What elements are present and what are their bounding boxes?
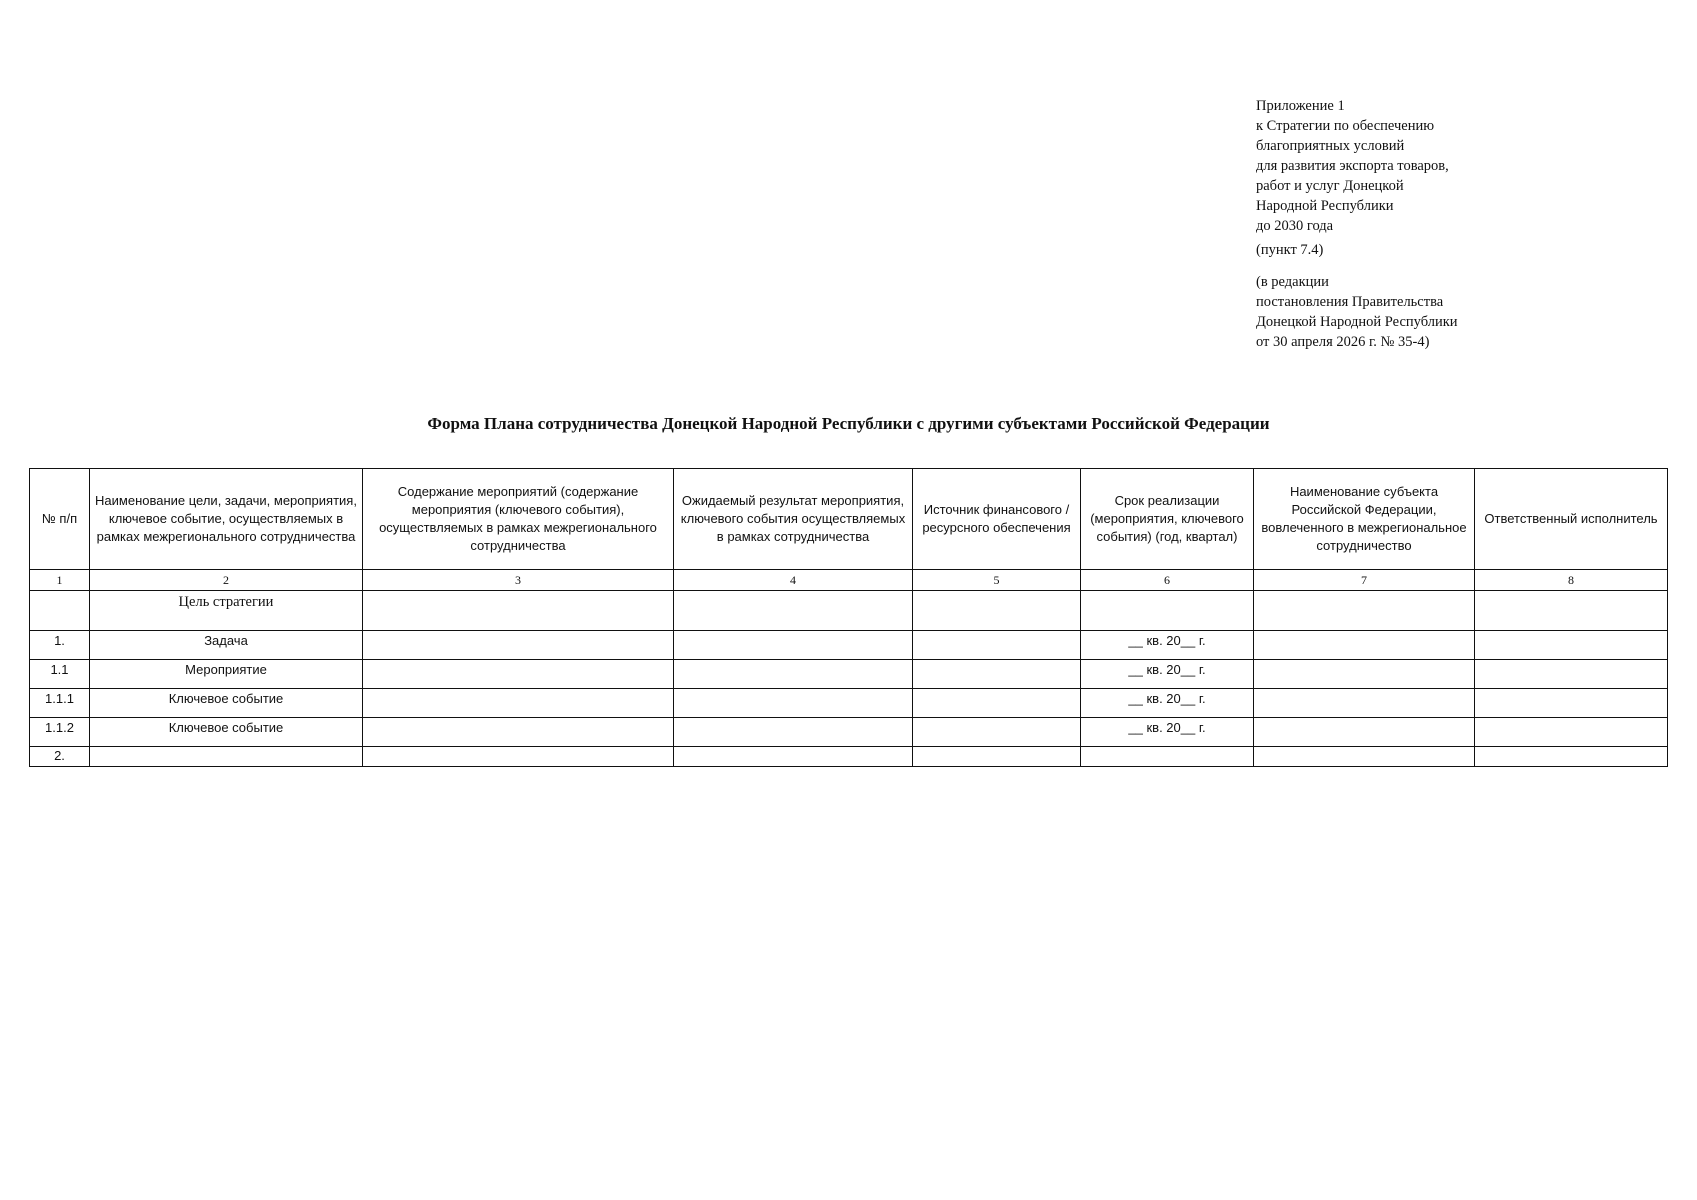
appendix-line: для развития экспорта товаров, xyxy=(1256,158,1449,174)
header-cell-region: Наименование субъекта Российской Федерации, вовлеченного в межрегиональное сотрудничество xyxy=(1254,469,1475,570)
table-cell xyxy=(913,718,1081,747)
header-cell-term: Срок реализации (мероприятия, ключевого события) (год, квартал) xyxy=(1081,469,1254,570)
table-cell xyxy=(363,660,674,689)
revision-line: Донецкой Народной Республики xyxy=(1256,314,1458,330)
table-cell xyxy=(1081,591,1254,631)
table-row xyxy=(30,660,1668,689)
row-term: __ кв. 20__ г. xyxy=(1081,718,1254,747)
row-term: __ кв. 20__ г. xyxy=(1081,689,1254,718)
row-term: __ кв. 20__ г. xyxy=(1081,631,1254,660)
column-number: 3 xyxy=(363,570,674,591)
table-cell xyxy=(363,631,674,660)
table-cell xyxy=(1475,591,1668,631)
table-cell xyxy=(674,631,913,660)
table-cell xyxy=(913,660,1081,689)
column-number: 1 xyxy=(30,570,90,591)
column-number: 8 xyxy=(1475,570,1668,591)
row-name: Ключевое событие xyxy=(90,689,363,718)
row-name xyxy=(90,747,363,767)
header-cell-result: Ожидаемый результат мероприятия, ключевого события осуществляемых в рамках сотрудничества xyxy=(674,469,913,570)
row-term: __ кв. 20__ г. xyxy=(1081,660,1254,689)
header-cell-executor: Ответственный исполнитель xyxy=(1475,469,1668,570)
row-name: Мероприятие xyxy=(90,660,363,689)
header-cell-name: Наименование цели, задачи, мероприятия, ключевое событие, осуществляемых в рамках межрегионального сотрудничества xyxy=(90,469,363,570)
table-cell xyxy=(1254,747,1475,767)
revision-line: постановления Правительства xyxy=(1256,294,1444,310)
table-row xyxy=(30,631,1668,660)
document-title: Форма Плана сотрудничества Донецкой Народной Республики с другими субъектами Российской Федерации xyxy=(427,414,1270,433)
header-cell-funding: Источник финансового / ресурсного обеспечения xyxy=(913,469,1081,570)
revision-line: (в редакции xyxy=(1256,274,1329,290)
table-cell xyxy=(1475,689,1668,718)
row-term xyxy=(1081,747,1254,767)
table-cell xyxy=(363,718,674,747)
table-cell xyxy=(1254,689,1475,718)
appendix-line: Приложение 1 xyxy=(1256,98,1345,114)
cooperation-plan-table xyxy=(29,468,1668,767)
table-cell xyxy=(1475,718,1668,747)
table-cell xyxy=(1475,747,1668,767)
column-number: 5 xyxy=(913,570,1081,591)
row-number: 1. xyxy=(30,631,90,660)
table-cell xyxy=(913,631,1081,660)
table-row xyxy=(30,718,1668,747)
appendix-line: работ и услуг Донецкой xyxy=(1256,178,1404,194)
revision-line: от 30 апреля 2026 г. № 35-4) xyxy=(1256,334,1430,350)
row-name: Ключевое событие xyxy=(90,718,363,747)
header-cell-number: № п/п xyxy=(30,469,90,570)
table-cell xyxy=(913,689,1081,718)
row-number: 2. xyxy=(30,747,90,767)
table-cell xyxy=(30,591,90,631)
table-cell xyxy=(913,747,1081,767)
table-cell xyxy=(1254,591,1475,631)
row-number: 1.1.1 xyxy=(30,689,90,718)
column-number: 6 xyxy=(1081,570,1254,591)
column-number: 4 xyxy=(674,570,913,591)
table-cell xyxy=(1475,660,1668,689)
row-number: 1.1 xyxy=(30,660,90,689)
table-cell xyxy=(1475,631,1668,660)
header-cell-content: Содержание мероприятий (содержание мероприятия (ключевого события), осуществляемых в рамках межрегионального сотрудничества xyxy=(363,469,674,570)
appendix-line: до 2030 года xyxy=(1256,218,1334,234)
table-cell xyxy=(674,660,913,689)
table-cell xyxy=(674,591,913,631)
table-cell xyxy=(1254,631,1475,660)
appendix-note xyxy=(1256,96,1458,352)
goal-label: Цель стратегии xyxy=(90,591,363,631)
column-number-row xyxy=(30,570,1668,591)
table-cell xyxy=(363,689,674,718)
row-name: Задача xyxy=(90,631,363,660)
table-cell xyxy=(1254,718,1475,747)
row-number: 1.1.2 xyxy=(30,718,90,747)
table-cell xyxy=(674,689,913,718)
appendix-line: Народной Республики xyxy=(1256,198,1394,214)
table-cell xyxy=(674,718,913,747)
column-number: 2 xyxy=(90,570,363,591)
table-cell xyxy=(363,591,674,631)
table-cell xyxy=(1254,660,1475,689)
appendix-line: к Стратегии по обеспечению xyxy=(1256,118,1435,134)
table-cell xyxy=(363,747,674,767)
table-row xyxy=(30,689,1668,718)
header-row xyxy=(30,469,1668,570)
table-row xyxy=(30,747,1668,767)
appendix-clause: (пункт 7.4) xyxy=(1256,242,1324,258)
appendix-line: благоприятных условий xyxy=(1256,138,1405,154)
column-number: 7 xyxy=(1254,570,1475,591)
goal-row xyxy=(30,591,1668,631)
table-cell xyxy=(674,747,913,767)
table-cell xyxy=(913,591,1081,631)
